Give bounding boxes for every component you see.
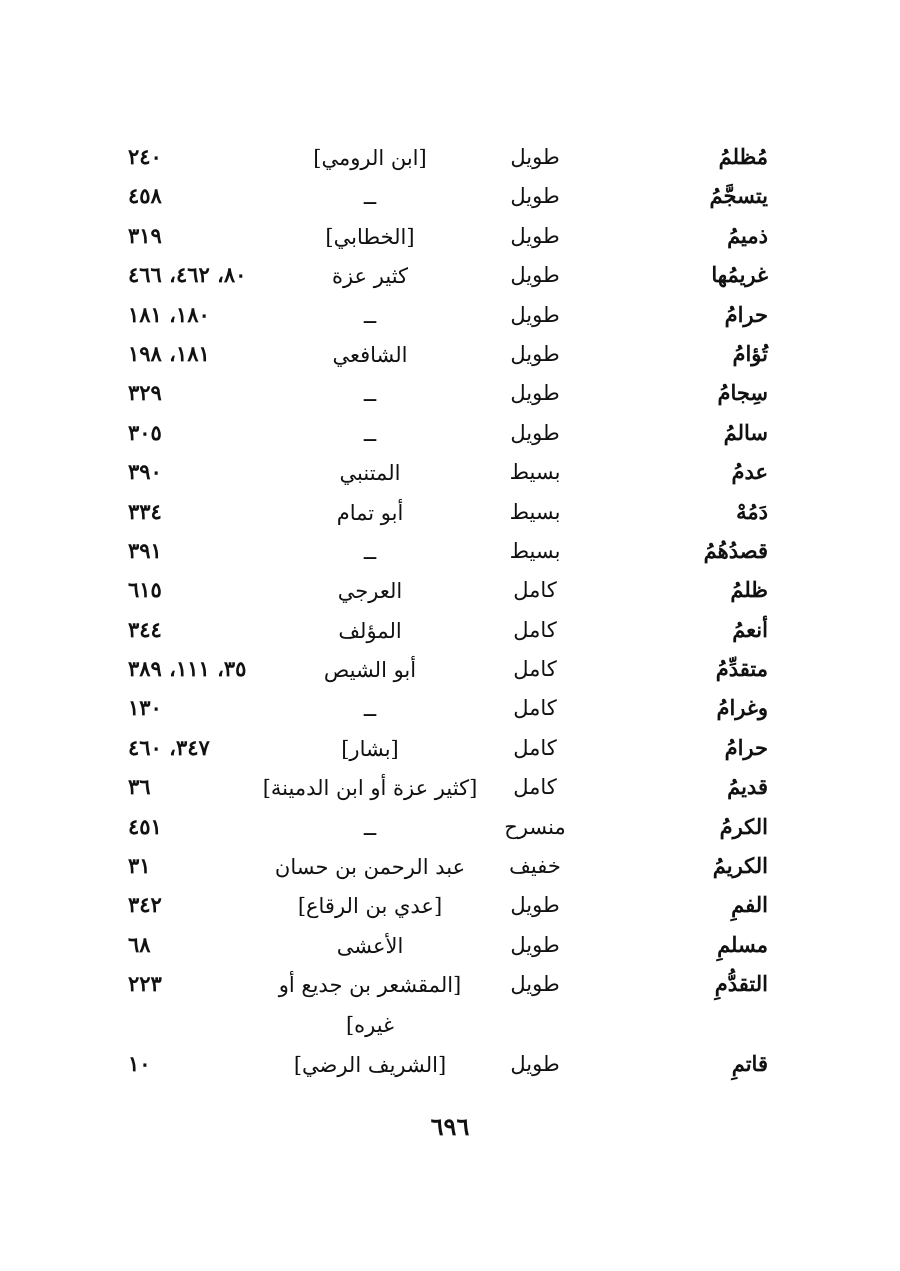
- page-refs: ٣٤٤: [128, 616, 162, 642]
- table-row: [110, 1041, 780, 1080]
- rhyme-word: حرامُ: [724, 734, 768, 760]
- poet: الأعشى: [336, 933, 404, 958]
- page-refs: ٣٥، ١١١، ٣٨٩: [128, 656, 247, 682]
- table-row: [110, 961, 780, 1041]
- meter: بسيط: [509, 538, 561, 563]
- page-refs: ٤٥٨: [128, 183, 162, 209]
- table-row: [110, 882, 780, 921]
- meter: طويل: [510, 381, 560, 406]
- page-refs: ٣٩١: [128, 537, 162, 563]
- rhyme-word: يتسجَّمُ: [709, 183, 768, 209]
- meter: طويل: [510, 145, 560, 169]
- meter: طويل: [510, 893, 560, 918]
- poet: [بشار]: [341, 736, 399, 761]
- table-row: [110, 764, 780, 803]
- meter: كامل: [513, 578, 557, 603]
- poet: العرجي: [337, 579, 403, 604]
- meter: طويل: [510, 420, 560, 445]
- poet: أبو تمام: [336, 500, 404, 525]
- rhyme-word: قاتمِ: [731, 1051, 768, 1077]
- rhyme-word: دَمُهْ: [736, 498, 768, 524]
- rhyme-word: تُؤامُ: [732, 340, 768, 366]
- meter: طويل: [510, 223, 560, 248]
- poet: [ابن الرومي]: [313, 146, 427, 170]
- meter: منسرح: [504, 814, 566, 839]
- meter: كامل: [513, 657, 557, 682]
- meter: طويل: [510, 341, 560, 366]
- poet: ــ: [363, 539, 377, 564]
- rhyme-word: قديمُ: [727, 774, 768, 800]
- poet: ــ: [363, 815, 377, 840]
- rhyme-word: سالمُ: [723, 419, 768, 445]
- meter: كامل: [513, 617, 557, 642]
- table-row: [110, 331, 780, 370]
- page-refs: ٣٦: [128, 774, 151, 800]
- meter: طويل: [510, 302, 560, 327]
- rhyme-word: سِجامُ: [717, 380, 768, 406]
- poet: ــ: [363, 421, 377, 446]
- rhyme-word: الفمِ: [731, 892, 768, 918]
- table-row: [110, 528, 780, 567]
- page-refs: ٨٠، ٤٦٢، ٤٦٦: [128, 262, 247, 288]
- page-refs: ١٠: [128, 1051, 151, 1077]
- page-refs: ٤٥١: [128, 813, 162, 839]
- page-refs: ٢٤٠: [128, 144, 162, 169]
- table-row: [110, 922, 780, 961]
- rhyme-word: مسلمِ: [717, 931, 768, 957]
- table-row: [110, 646, 780, 685]
- table-row: [110, 489, 780, 528]
- table-row: [110, 567, 780, 606]
- meter: طويل: [510, 184, 560, 209]
- poet: [الشريف الرضي]: [293, 1053, 447, 1078]
- rhyme-word: متقدِّمُ: [715, 656, 768, 682]
- page-refs: ١٨١، ١٩٨: [128, 340, 210, 366]
- rhyme-word: مُظلمُ: [718, 144, 768, 169]
- meter: بسيط: [509, 460, 561, 485]
- page-refs: ٣٣٤: [128, 498, 162, 524]
- poet: ــ: [363, 697, 377, 722]
- page-refs: ١٣٠: [128, 695, 162, 721]
- page-refs: ٣٢٩: [128, 380, 162, 406]
- rhyme-word: حرامُ: [724, 301, 768, 327]
- poet: المؤلف: [338, 618, 402, 643]
- table-row: [110, 449, 780, 488]
- poet: ــ: [363, 303, 377, 328]
- table-row: [110, 685, 780, 724]
- table-row: [110, 370, 780, 409]
- table-row: [110, 173, 780, 212]
- page-refs: ٦٨: [128, 931, 151, 957]
- rhyme-word: غريمُها: [711, 262, 768, 288]
- meter: طويل: [510, 972, 560, 997]
- rhyme-word: قصدُهُمُ: [703, 537, 768, 563]
- meter: طويل: [510, 932, 560, 957]
- table-row: [110, 804, 780, 843]
- poet: عبد الرحمن بن حسان: [274, 855, 466, 880]
- table-row: [110, 607, 780, 646]
- rhyme-word: ذميمُ: [727, 222, 768, 248]
- meter: طويل: [510, 263, 560, 288]
- poet: المتنبي: [339, 461, 401, 486]
- poet: ــ: [363, 382, 377, 407]
- meter: كامل: [513, 696, 557, 721]
- table-row: [110, 134, 780, 173]
- rhyme-word: أنعمُ: [732, 616, 768, 642]
- rhyme-word: الكرمُ: [719, 813, 768, 839]
- page-refs: ٣٩٠: [128, 459, 162, 485]
- poet: [عدي بن الرقاع]: [297, 894, 443, 919]
- page-refs: ٢٢٣: [128, 971, 162, 997]
- meter: طويل: [510, 1052, 560, 1077]
- page-refs: ١٨٠، ١٨١: [128, 301, 210, 327]
- poet: [المقشعر بن جديع أو غيره]: [278, 973, 462, 1038]
- rhyme-word: الكريمُ: [712, 853, 768, 879]
- rhyme-word: عدمُ: [731, 459, 768, 485]
- page-refs: ٣١٩: [128, 222, 162, 248]
- table-row: [110, 410, 780, 449]
- poet: [الخطابي]: [325, 224, 415, 249]
- table-row: [110, 725, 780, 764]
- page-refs: ٦١٥: [128, 577, 162, 603]
- rhyme-word: ظلمُ: [730, 577, 768, 603]
- rhyme-word: وغرامُ: [716, 695, 768, 721]
- meter: بسيط: [509, 499, 561, 524]
- page-number: ٦٩٦: [430, 1112, 470, 1141]
- page-refs: ٣٤٧، ٤٦٠: [128, 734, 210, 760]
- table-row: [110, 213, 780, 252]
- poet: [كثير عزة أو ابن الدمينة]: [262, 776, 478, 801]
- poet: أبو الشيص: [323, 658, 417, 683]
- meter: كامل: [513, 735, 557, 760]
- table-row: [110, 252, 780, 291]
- rhyme-index-table: [110, 134, 780, 1081]
- meter: كامل: [513, 775, 557, 800]
- poet: الشافعي: [332, 342, 408, 367]
- table-row: [110, 843, 780, 882]
- table-row: [110, 292, 780, 331]
- page-refs: ٣٤٢: [128, 892, 162, 918]
- page-refs: ٣٠٥: [128, 419, 162, 445]
- page-refs: ٣١: [128, 853, 151, 879]
- poet: ــ: [363, 185, 377, 210]
- meter: خفيف: [509, 854, 561, 879]
- poet: كثير عزة: [331, 264, 409, 289]
- rhyme-word: التقدُّمِ: [714, 971, 768, 997]
